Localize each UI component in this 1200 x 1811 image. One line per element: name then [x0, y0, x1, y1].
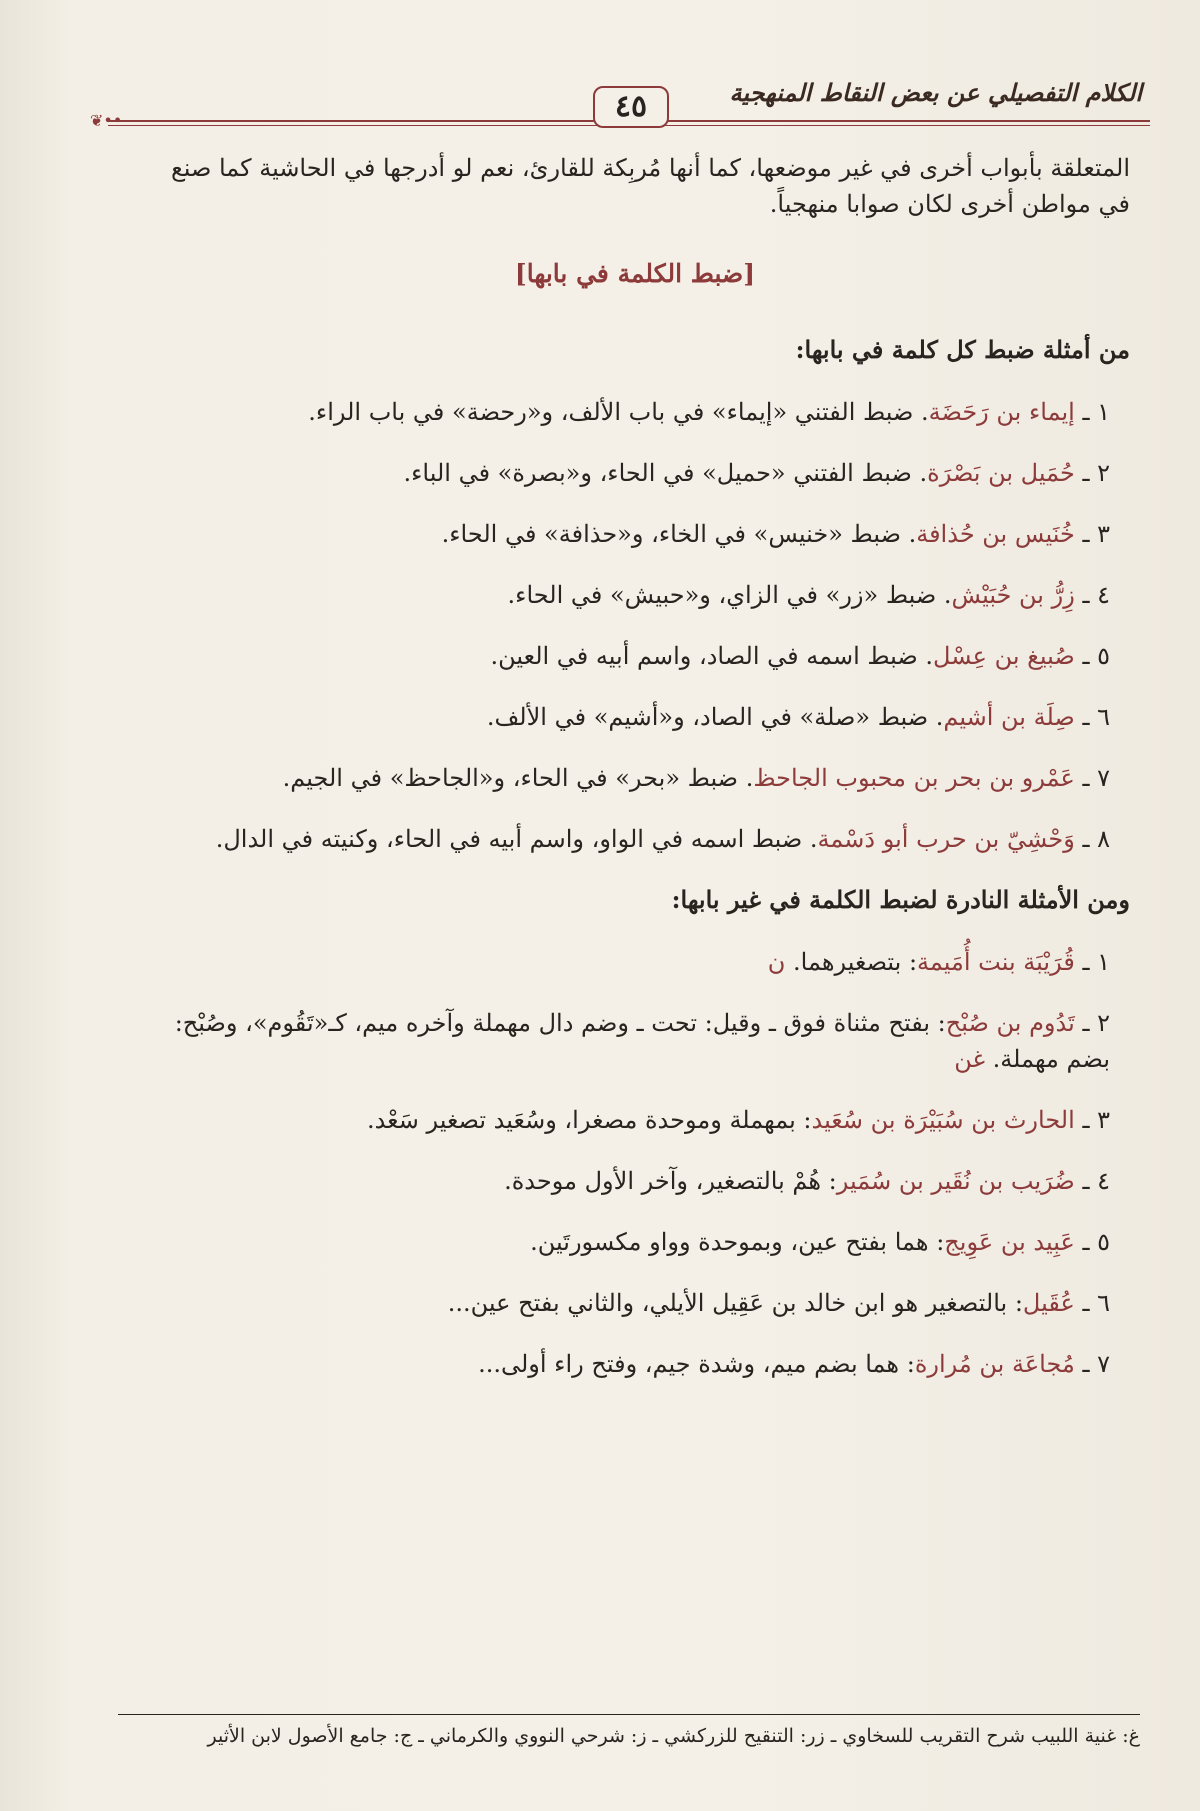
list-item: ٤ ـ زِرُّ بن حُبَيْش. ضبط «زر» في الزاي، و«حبيش» في الحاء.: [507, 581, 1110, 609]
rare-examples-list: [140, 944, 1130, 1382]
list-item: ٦ ـ عُقَيل: بالتصغير هو ابن خالد بن عَقِيل الأيلي، والثاني بفتح عين...: [447, 1289, 1110, 1317]
intro-line: المتعلقة بأبواب أخرى في غير موضعها، كما أنها مُربِكة للقارئ، نعم لو أدرجها في الحاشية كما صنع: [170, 154, 1130, 182]
intro-line: في مواطن أخرى لكان صوابا منهجياً.: [769, 190, 1130, 218]
list-item: ٢ ـ حُمَيل بن بَصْرَة. ضبط الفتني «حميل» في الحاء، و«بصرة» في الباء.: [403, 459, 1110, 487]
list-item: ٥ ـ صُبيغ بن عِسْل. ضبط اسمه في الصاد، واسم أبيه في العين.: [490, 642, 1110, 670]
section-heading: [ضبط الكلمة في بابها]: [514, 259, 756, 288]
list-item: ٨ ـ وَحْشِيّ بن حرب أبو دَسْمة. ضبط اسمه في الواو، واسم أبيه في الحاء، وكنيته في الدال.: [215, 825, 1110, 853]
list-item: ٧ ـ عَمْرو بن بحر بن محبوب الجاحظ. ضبط «بحر» في الحاء، و«الجاحظ» في الجيم.: [282, 764, 1110, 792]
list-item: ٤ ـ ضُرَيب بن نُقَير بن سُمَير: هُمْ بالتصغير، وآخر الأول موحدة.: [504, 1167, 1110, 1195]
list-item: ١ ـ إيماء بن رَحَضَة. ضبط الفتني «إيماء» في باب الألف، و«رحضة» في باب الراء.: [308, 398, 1110, 426]
page-number: ٤٥: [593, 86, 669, 128]
list-item: ٥ ـ عَبِيد بن عَوِيج: هما بفتح عين، وبموحدة وواو مكسورتَين.: [530, 1228, 1110, 1256]
list-item: ١ ـ قُرَيْبَة بنت أُمَيمة: بتصغيرهما. ن: [767, 948, 1110, 976]
list-item: ٣ ـ خُنَيس بن حُذافة. ضبط «خنيس» في الخاء، و«حذافة» في الحاء.: [441, 520, 1110, 548]
page-header: [90, 72, 1150, 142]
intro-paragraph: [140, 150, 1130, 222]
list-item: ٣ ـ الحارث بن سُبَيْرَة بن سُعَيد: بمهملة وموحدة مصغرا، وسُعَيد تصغير سَعْد.: [366, 1106, 1110, 1134]
list-intro: ومن الأمثلة النادرة لضبط الكلمة في غير بابها:: [671, 885, 1130, 914]
examples-list: [140, 394, 1130, 857]
ornament-icon: ❦••: [90, 111, 123, 130]
list-item: ٢ ـ تَدُوم بن صُبْح: بفتح مثناة فوق ـ وقيل: تحت ـ وضم دال مهملة وآخره ميم، كـ«تَقُوم»، وصُبْح: بضم مهملة. غن: [174, 1009, 1110, 1073]
list-intro: من أمثلة ضبط كل كلمة في بابها:: [795, 335, 1130, 364]
list-item: ٧ ـ مُجاعَة بن مُرارة: هما بضم ميم، وشدة جيم، وفتح راء أولى...: [478, 1350, 1110, 1378]
source-mark: ن: [767, 948, 786, 976]
footnote-rule: [118, 1714, 1140, 1715]
footnote: غ: غنية اللبيب شرح التقريب للسخاوي ـ زر: التنقيح للزركشي ـ ز: شرحي النووي والكرماني ـ ج: جامع الأصول لابن الأثير: [207, 1725, 1140, 1747]
running-head: الكلام التفصيلي عن بعض النقاط المنهجية: [729, 78, 1142, 107]
list-item: ٦ ـ صِلَة بن أشيم. ضبط «صلة» في الصاد، و«أشيم» في الألف.: [486, 703, 1110, 731]
page-body: [140, 150, 1130, 1407]
source-mark: غن: [954, 1045, 986, 1073]
